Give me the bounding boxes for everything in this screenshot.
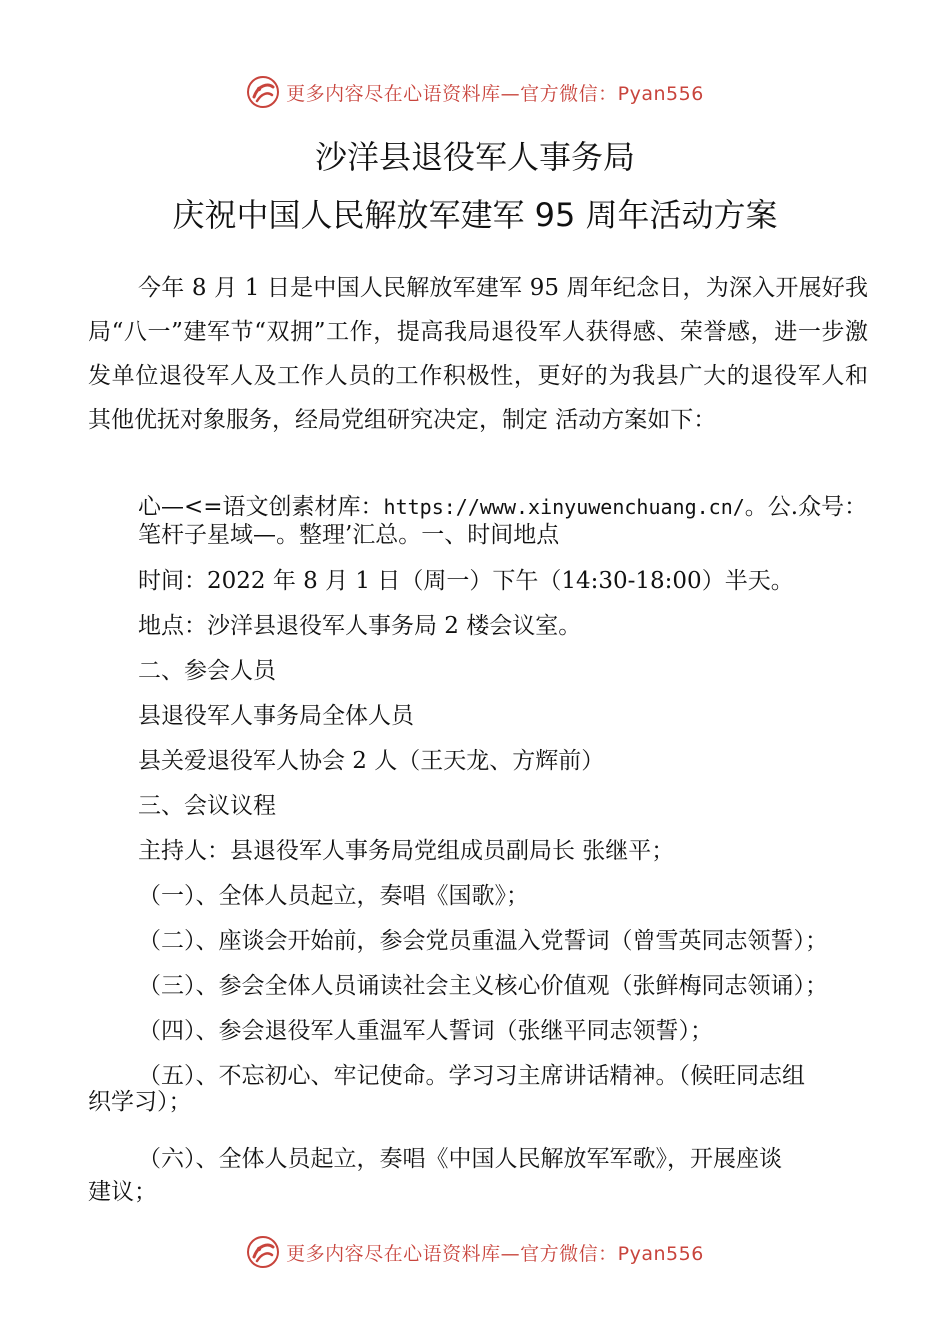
agenda-item-5-line1: （五）、不忘初心、牢记使命。学习习主席讲话精神。（候旺同志组	[138, 1063, 805, 1089]
document-title-line2: 庆祝中国人民解放军建军 95 周年活动方案	[172, 196, 778, 234]
place-line: 地点：沙洋县退役军人事务局 2 楼会议室。	[138, 613, 582, 639]
agenda-item-6-line1: （六）、全体人员起立，奏唱《中国人民解放军军歌》，开展座谈	[138, 1146, 782, 1172]
time-line: 时间：2022 年 8 月 1 日（周一）下午（14:30-18:00）半天。	[138, 568, 794, 594]
watermark-suffix: 。公.众号：	[744, 494, 868, 520]
banner-text: 更多内容尽在心语资料库—官方微信：Pyan556	[286, 82, 704, 105]
banner-text: 更多内容尽在心语资料库—官方微信：Pyan556	[286, 1242, 704, 1265]
watermark-prefix: 心—<=语文创素材库：	[138, 494, 384, 520]
watermark-url: https://www.xinyuwenchuang.cn/	[383, 495, 745, 519]
agenda-item-5-line2: 织学习）；	[88, 1089, 192, 1115]
host-line: 主持人：县退役军人事务局党组成员副局长 张继平；	[138, 838, 675, 864]
stylized-logo-icon	[246, 75, 280, 109]
intro-paragraph: 今年 8 月 1 日是中国人民解放军建军 95 周年纪念日，为深入开展好我局“八一”建军节“双拥”工作，提高我局退役军人获得感、荣誉感，进一步激发单位退役军人及工作人员的工作积极性，更好的为我县广大的退役军人和其他优抚对象服务，经局党组研究决定，制定 活动方案如下：	[88, 275, 868, 433]
agenda-item: （一）、全体人员起立，奏唱《国歌》；	[138, 883, 529, 909]
agenda-item: （三）、参会全体人员诵读社会主义核心价值观（张鲜梅同志领诵）；	[138, 973, 828, 999]
document-title-line1: 沙洋县退役军人事务局	[314, 138, 635, 176]
intro-paragraph-block	[88, 266, 868, 442]
agenda-item: （二）、座谈会开始前，参会党员重温入党誓词（曾雪英同志领誓）；	[138, 928, 828, 954]
stylized-logo-icon	[246, 1235, 280, 1269]
section2-heading: 二、参会人员	[138, 658, 276, 684]
watermark-line-2: 笔杆子星域—。整理’汇总。一、时间地点	[138, 522, 560, 548]
footer-banner	[0, 1232, 950, 1272]
attendee-item: 县关爱退役军人协会 2 人（王天龙、方辉前）	[138, 748, 605, 774]
section3-heading: 三、会议议程	[138, 793, 276, 819]
header-banner	[0, 72, 950, 112]
agenda-item: （四）、参会退役军人重温军人誓词（张继平同志领誓）；	[138, 1018, 713, 1044]
attendee-item: 县退役军人事务局全体人员	[138, 703, 414, 729]
agenda-item-6-line2: 建议；	[88, 1179, 157, 1205]
